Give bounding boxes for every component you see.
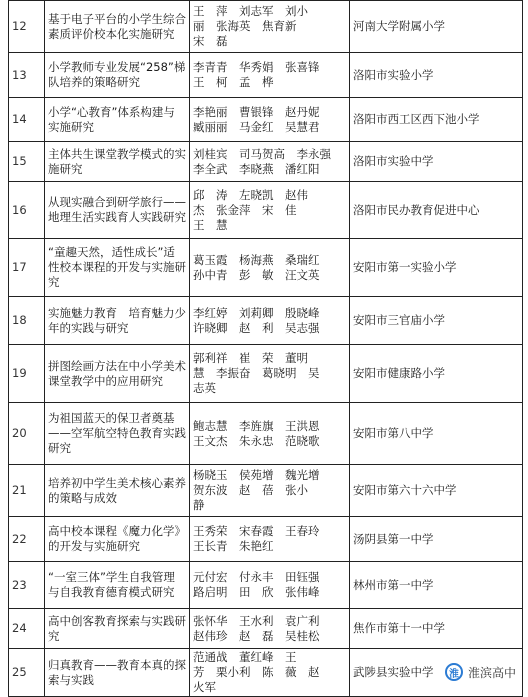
member-line: 刘桂宾 司马贺高 李永强 bbox=[193, 146, 331, 161]
table-body bbox=[9, 1, 523, 697]
row-number: 20 bbox=[9, 403, 45, 465]
project-members bbox=[190, 465, 350, 517]
school-unit: 焦作市第十一中学 bbox=[350, 609, 523, 649]
project-title: 小学“心教育”体系构建与实施研究 bbox=[45, 98, 190, 142]
row-number: 14 bbox=[9, 98, 45, 142]
project-members bbox=[190, 403, 350, 465]
member-line: 李青青 华秀娟 张喜锋 bbox=[193, 60, 320, 74]
school-unit: 洛阳市实验小学 bbox=[350, 53, 523, 98]
project-members bbox=[190, 98, 350, 142]
member-line: 鲍志慧 李旌旗 王洪恩 bbox=[193, 418, 320, 433]
table-row bbox=[9, 182, 523, 239]
member-line: 范通战 董红峰 王 bbox=[193, 650, 297, 664]
row-number: 18 bbox=[9, 297, 45, 345]
school-unit: 汤阴县第一中学 bbox=[350, 517, 523, 562]
member-line: 杰 张金萍 宋 佳 bbox=[193, 202, 297, 217]
watermark bbox=[441, 661, 520, 683]
row-number: 15 bbox=[9, 142, 45, 182]
row-number: 21 bbox=[9, 465, 45, 517]
school-unit: 洛阳市实验中学 bbox=[350, 142, 523, 182]
school-unit: 林州市第一中学 bbox=[350, 562, 523, 609]
table-row bbox=[9, 142, 523, 182]
member-line: 王 萍 刘志军 刘小 bbox=[193, 4, 308, 18]
project-members bbox=[190, 517, 350, 562]
member-line: 路启明 田 欣 张伟峰 bbox=[193, 585, 320, 599]
school-unit: 洛阳市民办教育促进中心 bbox=[350, 182, 523, 239]
table-row bbox=[9, 517, 523, 562]
member-line: 许晓卿 赵 利 吴志强 bbox=[193, 320, 320, 335]
row-number: 17 bbox=[9, 239, 45, 297]
member-line: 王秀荣 宋春霞 王春玲 bbox=[193, 524, 320, 538]
member-line: 志英 bbox=[193, 381, 216, 395]
table-row bbox=[9, 562, 523, 609]
school-unit: 安阳市第八中学 bbox=[350, 403, 523, 465]
project-title: “童趣天然，适性成长”适性校本课程的开发与实施研究 bbox=[45, 239, 190, 297]
table-row bbox=[9, 403, 523, 465]
member-line: 王长青 朱艳红 bbox=[193, 539, 274, 553]
school-unit: 安阳市第六十六中学 bbox=[350, 465, 523, 517]
school-unit: 河南大学附属小学 bbox=[350, 1, 523, 53]
project-members bbox=[190, 239, 350, 297]
project-members bbox=[190, 53, 350, 98]
table-row bbox=[9, 297, 523, 345]
row-number: 24 bbox=[9, 609, 45, 649]
member-line: 贺东波 赵 蓓 张小 bbox=[193, 483, 308, 497]
school-unit: 安阳市三官庙小学 bbox=[350, 297, 523, 345]
project-title: 高中创客教育探索与实践研究 bbox=[45, 609, 190, 649]
member-line: 芳 栗小利 陈 薇 赵 bbox=[193, 665, 320, 679]
table-row bbox=[9, 98, 523, 142]
member-line: 邱 涛 左晓凯 赵伟 bbox=[193, 187, 308, 202]
school-unit: 洛阳市西工区西下池小学 bbox=[350, 98, 523, 142]
member-line: 李红婷 刘莉卿 殷晓峰 bbox=[193, 305, 320, 320]
project-members bbox=[190, 562, 350, 609]
project-title: 基于电子平台的小学生综合素质评价校本化实施研究 bbox=[45, 1, 190, 53]
project-members bbox=[190, 345, 350, 403]
project-title: 高中校本课程《魔力化学》的开发与实施研究 bbox=[45, 517, 190, 562]
project-list-table bbox=[8, 0, 523, 697]
project-title: “一室三体”学生自我管理与自我教育德育模式研究 bbox=[45, 562, 190, 609]
project-title: 培养初中学生美术核心素养的策略与成效 bbox=[45, 465, 190, 517]
member-line: 元付宏 付永丰 田钰强 bbox=[193, 570, 320, 584]
school-unit: 武陟县实验中学 bbox=[350, 649, 523, 697]
row-number: 12 bbox=[9, 1, 45, 53]
member-line: 静 bbox=[193, 498, 205, 512]
table-row bbox=[9, 345, 523, 403]
member-line: 郭利祥 崔 荣 董明 bbox=[193, 351, 308, 365]
table-row bbox=[9, 239, 523, 297]
member-line: 宋 磊 bbox=[193, 34, 228, 48]
member-line: 葛玉霞 杨海燕 桑瑞红 bbox=[193, 252, 320, 267]
member-line: 丽 张海英 焦育新 bbox=[193, 19, 297, 33]
project-members bbox=[190, 1, 350, 53]
project-title: 拼图绘画方法在中小学美术课堂教学中的应用研究 bbox=[45, 345, 190, 403]
watermark-logo-icon: 淮 bbox=[445, 663, 463, 681]
member-line: 李全武 李晓燕 潘红阳 bbox=[193, 161, 320, 176]
member-line: 孙中青 彭 敏 汪文英 bbox=[193, 267, 320, 282]
table-row bbox=[9, 53, 523, 98]
results-table-container bbox=[8, 0, 522, 697]
member-line: 王文杰 朱永忠 范晓歌 bbox=[193, 433, 320, 448]
member-line: 慧 李振奋 葛晓明 吴 bbox=[193, 366, 320, 380]
project-title: 主体共生课堂教学模式的实施研究 bbox=[45, 142, 190, 182]
row-number: 22 bbox=[9, 517, 45, 562]
member-line: 李艳丽 曹银锋 赵丹妮 bbox=[193, 104, 320, 119]
watermark-text: 淮滨高中 bbox=[467, 665, 516, 680]
project-members bbox=[190, 649, 350, 697]
row-number: 25 bbox=[9, 649, 45, 697]
member-line: 臧丽丽 马金红 吴慧君 bbox=[193, 119, 320, 134]
project-title: 小学教师专业发展“258”梯队培养的策略研究 bbox=[45, 53, 190, 98]
member-line: 赵伟珍 赵 磊 吴桂松 bbox=[193, 628, 320, 643]
member-line: 张怀华 王水利 袁广利 bbox=[193, 613, 320, 628]
project-members bbox=[190, 609, 350, 649]
school-unit: 安阳市健康路小学 bbox=[350, 345, 523, 403]
table-row bbox=[9, 465, 523, 517]
member-line: 王 慧 bbox=[193, 217, 228, 232]
row-number: 23 bbox=[9, 562, 45, 609]
project-title: 从现实融合到研学旅行——地理生活实践育人实践研究 bbox=[45, 182, 190, 239]
project-members bbox=[190, 142, 350, 182]
row-number: 13 bbox=[9, 53, 45, 98]
project-title: 归真教育——教育本真的探索与实践 bbox=[45, 649, 190, 697]
project-title: 为祖国蓝天的保卫者奠基——空军航空特色教育实践研究 bbox=[45, 403, 190, 465]
project-members bbox=[190, 182, 350, 239]
project-title: 实施魅力教育 培育魅力少年的实践与研究 bbox=[45, 297, 190, 345]
table-row bbox=[9, 609, 523, 649]
member-line: 王 柯 孟 桦 bbox=[193, 75, 274, 89]
school-unit: 安阳市第一实验小学 bbox=[350, 239, 523, 297]
member-line: 杨晓玉 侯苑增 魏光增 bbox=[193, 468, 320, 482]
row-number: 19 bbox=[9, 345, 45, 403]
row-number: 16 bbox=[9, 182, 45, 239]
project-members bbox=[190, 297, 350, 345]
table-row bbox=[9, 1, 523, 53]
member-line: 火军 bbox=[193, 680, 216, 694]
